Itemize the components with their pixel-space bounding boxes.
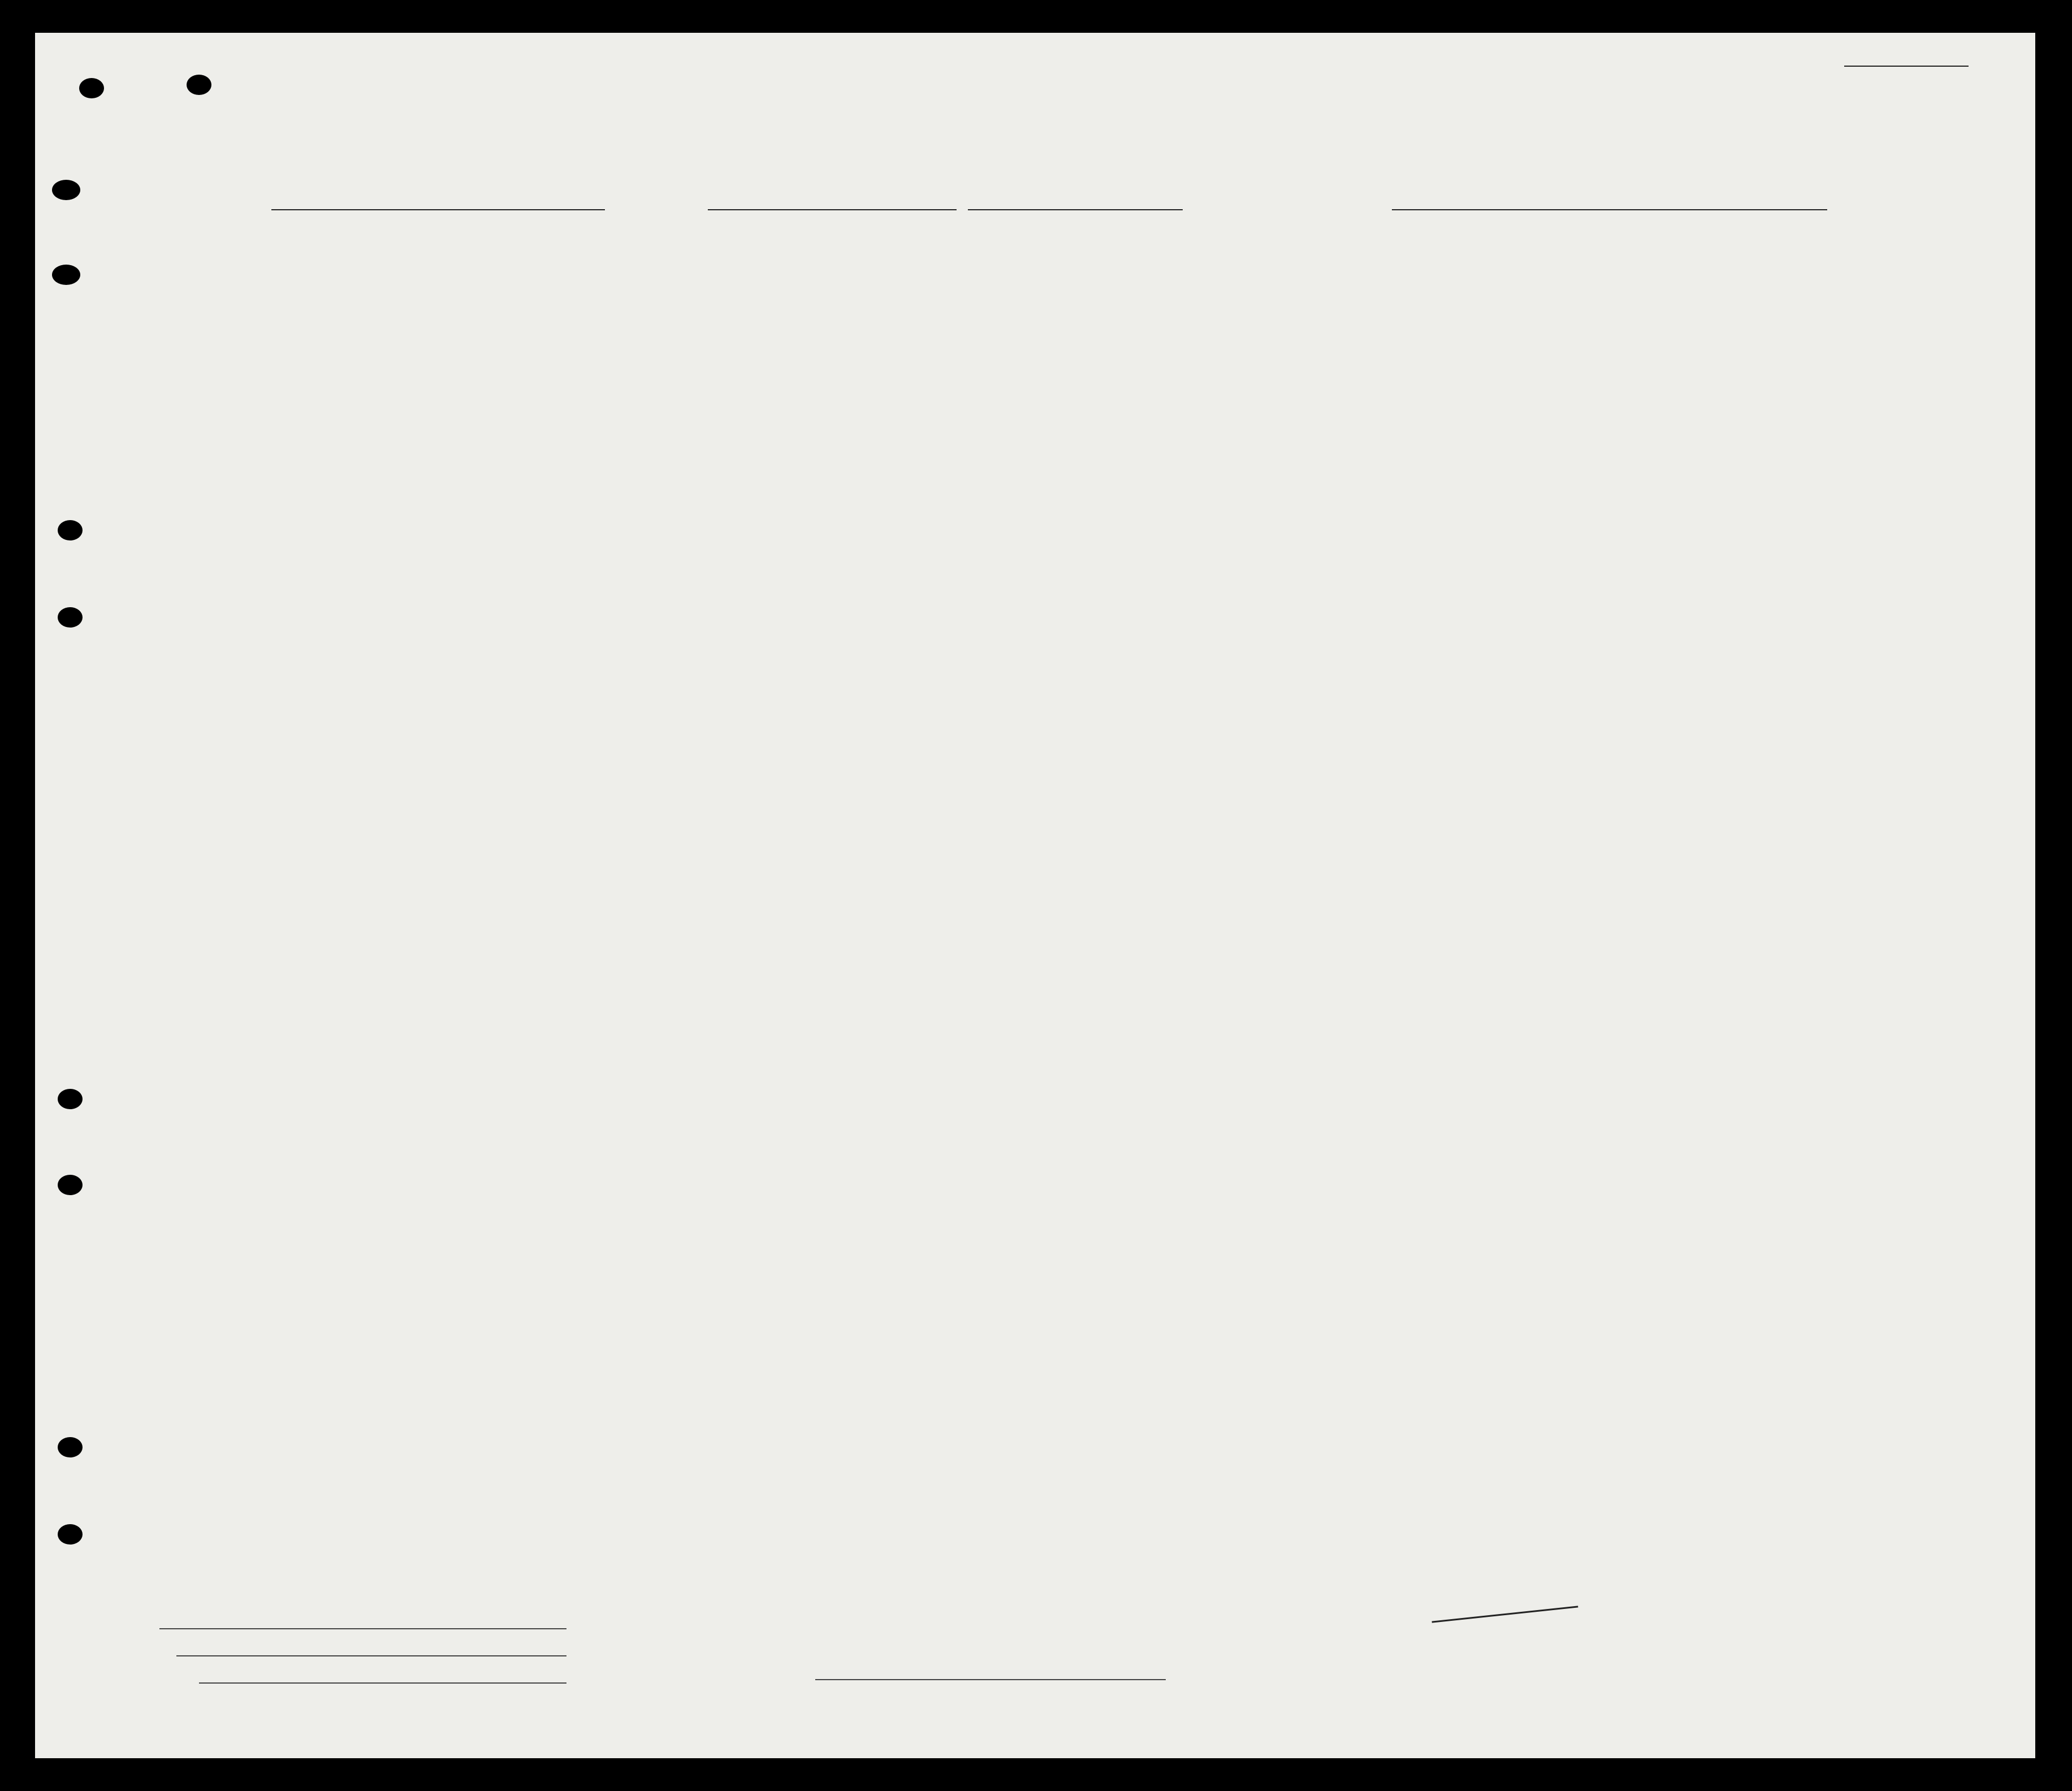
punch-hole (58, 520, 83, 540)
punch-hole (52, 265, 80, 285)
punch-hole (79, 78, 104, 98)
agents-underline (199, 1682, 566, 1684)
punch-hole (58, 1175, 83, 1195)
signature-underline (815, 1679, 1166, 1680)
from-underline (1392, 209, 1827, 210)
owners-underline (176, 1655, 566, 1656)
vessel-underline (271, 209, 605, 210)
manifest-sheet (35, 33, 2035, 1758)
crew-table (81, 246, 2026, 1620)
punch-hole (58, 1089, 83, 1109)
date-underline (968, 209, 1183, 210)
punch-hole (187, 75, 211, 95)
arriving-underline (708, 209, 957, 210)
punch-hole (58, 1437, 83, 1457)
punch-hole (58, 1524, 83, 1545)
sheet-number-line (1844, 66, 1969, 67)
line-underline (159, 1628, 566, 1629)
punch-hole (58, 607, 83, 628)
voyage-line (35, 185, 2035, 219)
